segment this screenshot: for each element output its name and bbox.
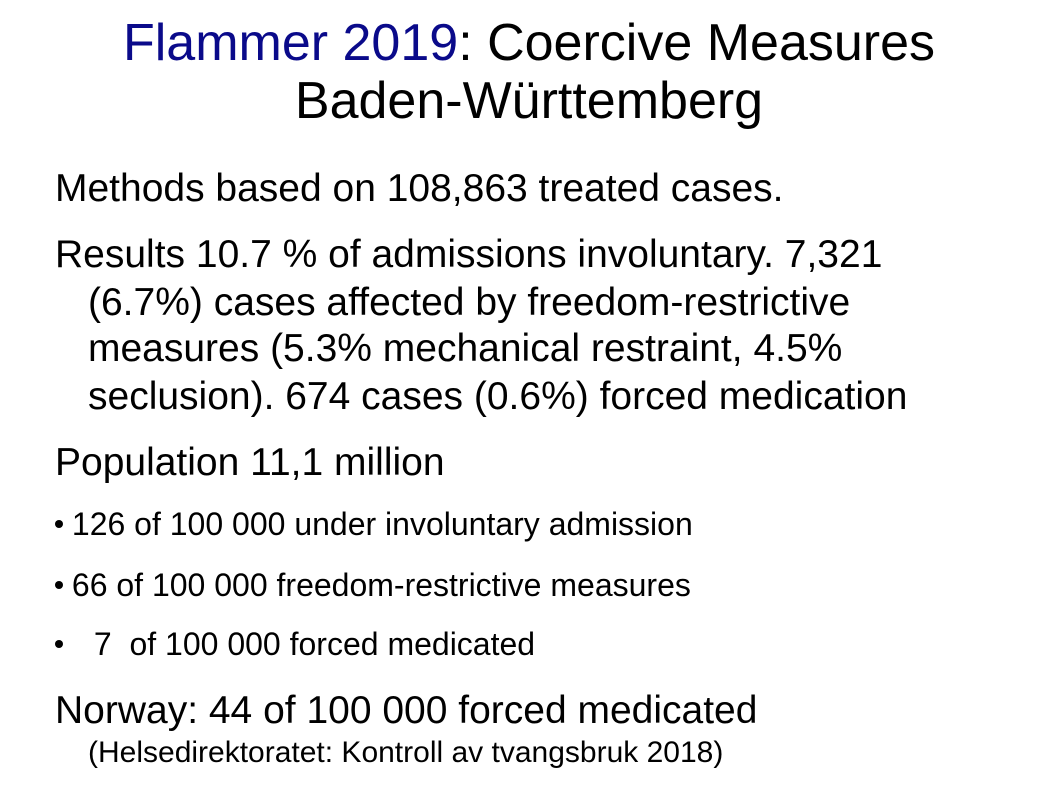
bullet-item [55,565,691,605]
results-line-2: (6.7%) cases affected by freedom-restrictive [88,281,851,324]
results-line-3: measures (5.3% mechanical restraint, 4.5% [88,327,843,370]
slide-title [0,14,1058,130]
bullet-dot-icon [55,640,63,648]
bullet-text: 66 of 100 000 freedom-restrictive measures [71,567,691,603]
population-text: Population 11,1 million [55,441,445,484]
bullet-text: 126 of 100 000 under involuntary admission [71,506,693,542]
title-author-year: Flammer 2019 [122,14,459,72]
bullet-dot-icon [55,520,63,528]
results-line-4: seclusion). 674 cases (0.6%) forced medication [88,375,908,418]
bullet-text: 7 of 100 000 forced medicated [93,626,536,662]
title-topic: : Coercive Measures [458,14,936,72]
bullet-dot-icon [55,581,63,589]
bullet-item [55,504,693,544]
title-region: Baden-Württemberg [294,72,764,130]
norway-text: Norway: 44 of 100 000 forced medicated [55,689,758,732]
bullet-item [55,624,535,664]
methods-text: Methods based on 108,863 treated cases. [55,167,784,210]
results-line-1: Results 10.7 % of admissions involuntary. 7,321 [55,233,883,276]
citation-text: (Helsedirektoratet: Kontroll av tvangsbruk 2018) [88,736,724,769]
